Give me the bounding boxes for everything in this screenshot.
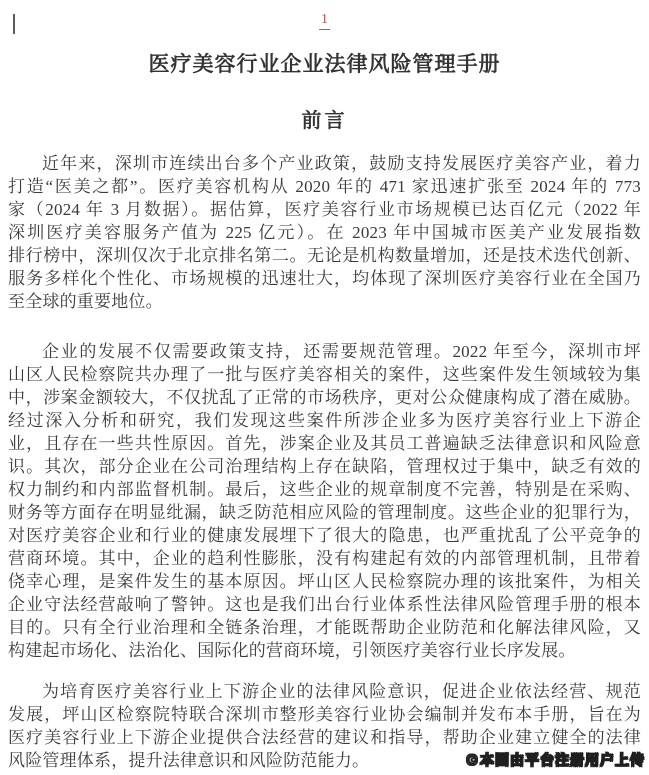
watermark: ©本图由平台注册用户上传 — [465, 753, 645, 769]
text-line: 权力制约和内部监督机制。最后，这些企业的规章制度不完善，特别是在采购、 — [8, 480, 641, 499]
page-number: 1 — [319, 11, 330, 30]
text-line: 家（2024 年 3 月数据）。据估算，医疗美容行业市场规模已达百亿元（2022 年 — [8, 200, 641, 219]
text-line: 山区人民检察院共办理了一批与医疗美容相关的案件，这些案件发生领域较为集 — [8, 365, 641, 384]
text-line: 深圳医疗美容服务产值为 225 亿元）。在 2023 年中国城市医美产业发展指数 — [8, 223, 641, 242]
text-line: 中，涉案金额较大，不仅扰乱了正常的市场秩序，更对公众健康构成了潜在威胁。 — [8, 388, 641, 407]
text-line: 财务等方面存在明显纰漏，缺乏防范相应风险的管理制度。这些企业的犯罪行为， — [8, 503, 641, 522]
text-line: 至全球的重要地位。 — [8, 292, 163, 311]
section-heading-preface: 前言 — [301, 110, 348, 132]
text-line: 业，且存在一些共性原因。首先，涉案企业及其员工普遍缺乏法律意识和风险意 — [8, 434, 641, 453]
paragraph-1 — [0, 152, 649, 313]
text-line: 目的。只有全行业治理和全链条治理，才能既帮助企业防范和化解法律风险，又 — [8, 618, 641, 637]
text-line: 对医疗美容企业和行业的健康发展埋下了很大的隐患，也严重扰乱了公平竞争的 — [8, 526, 641, 545]
text-line: 风险管理体系，提升法律意识和风险防范能力。 — [8, 751, 370, 770]
text-line: 排行榜中，深圳仅次于北京排名第二。无论是机构数量增加，还是技术迭代创新、 — [8, 246, 641, 265]
text-line: 侥幸心理，是案件发生的基本原因。坪山区人民检察院办理的该批案件，为相关 — [8, 572, 641, 591]
text-line: 发展，坪山区检察院特联合深圳市整形美容行业协会编制并发布本手册，旨在为 — [8, 705, 641, 724]
document-title: 医疗美容行业企业法律风险管理手册 — [148, 52, 501, 76]
text-line: 经过深入分析和研究，我们发现这些案件所涉企业多为医疗美容行业上下游企 — [8, 411, 641, 430]
paragraph-2 — [0, 340, 649, 662]
text-line: 识。其次，部分企业在公司治理结构上存在缺陷，管理权过于集中，缺乏有效的 — [8, 457, 641, 476]
text-line: 构建起市场化、法治化、国际化的营商环境，引领医疗美容行业长序发展。 — [8, 641, 576, 660]
text-line: 企业的发展不仅需要政策支持，还需要规范管理。2022 年至今，深圳市坪 — [42, 342, 641, 361]
text-line: 服务多样化个性化、市场规模的迅速壮大，均体现了深圳医疗美容行业在全国乃 — [8, 269, 641, 288]
text-line: 为培育医疗美容行业上下游企业的法律风险意识，促进企业依法经营、规范 — [42, 682, 641, 701]
page-number-row — [0, 10, 649, 28]
text-line: 打造“医美之都”。医疗美容机构从 2020 年的 471 家迅速扩张至 2024 年的 773 — [8, 177, 641, 196]
text-line: 近年来，深圳市连续出台多个产业政策，鼓励支持发展医疗美容产业，着力 — [42, 154, 641, 173]
text-line: 企业守法经营敲响了警钟。这也是我们出台行业体系性法律风险管理手册的根本 — [8, 595, 641, 614]
text-cursor — [13, 14, 15, 34]
text-line: 医疗美容行业上下游企业提供合法经营的建议和指导，帮助企业建立健全的法律 — [8, 728, 641, 747]
text-line: 营商环境。其中，企业的趋利性膨胀，没有构建起有效的内部管理机制，且带着 — [8, 549, 641, 568]
